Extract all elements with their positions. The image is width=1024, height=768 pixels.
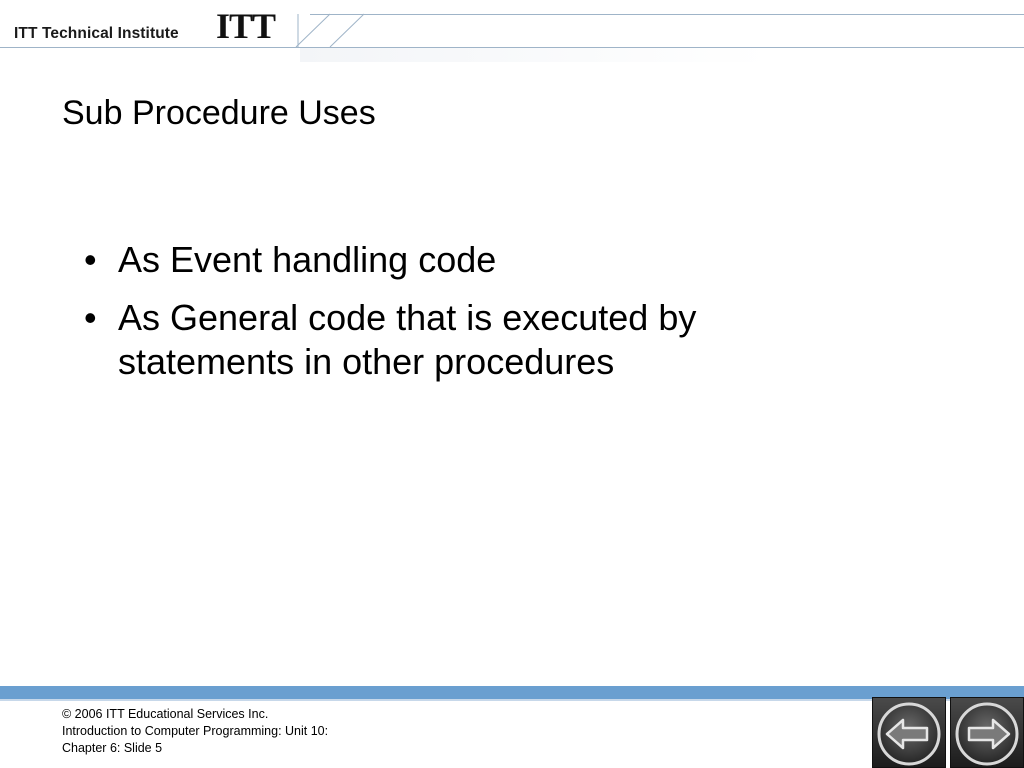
arrow-left-icon <box>873 698 947 768</box>
bullet-item <box>84 296 804 384</box>
slide-number-line: Chapter 6: Slide 5 <box>62 741 163 755</box>
previous-slide-button[interactable] <box>872 697 946 768</box>
bullet-icon: • <box>84 297 97 338</box>
next-slide-button[interactable] <box>950 697 1024 768</box>
footer-text <box>62 706 328 757</box>
header-banner <box>0 0 1024 60</box>
footer-bar-shadow <box>0 699 1024 701</box>
bullet-icon: • <box>84 239 97 280</box>
slide-title: Sub Procedure Uses <box>62 94 376 132</box>
course-line: Introduction to Computer Programming: Unit 10: <box>62 724 329 738</box>
brand-text: ITT Technical Institute <box>14 25 179 42</box>
bullet-text: As General code that is executed by statements in other procedures <box>118 297 697 382</box>
arrow-right-icon <box>951 698 1024 768</box>
copyright-line: © 2006 ITT Educational Services Inc. <box>62 707 269 721</box>
bullet-list <box>84 238 804 398</box>
bullet-item <box>84 238 804 282</box>
bullet-text: As Event handling code <box>118 239 497 280</box>
footer-bar <box>0 686 1024 699</box>
itt-logo: ITT <box>216 6 276 46</box>
